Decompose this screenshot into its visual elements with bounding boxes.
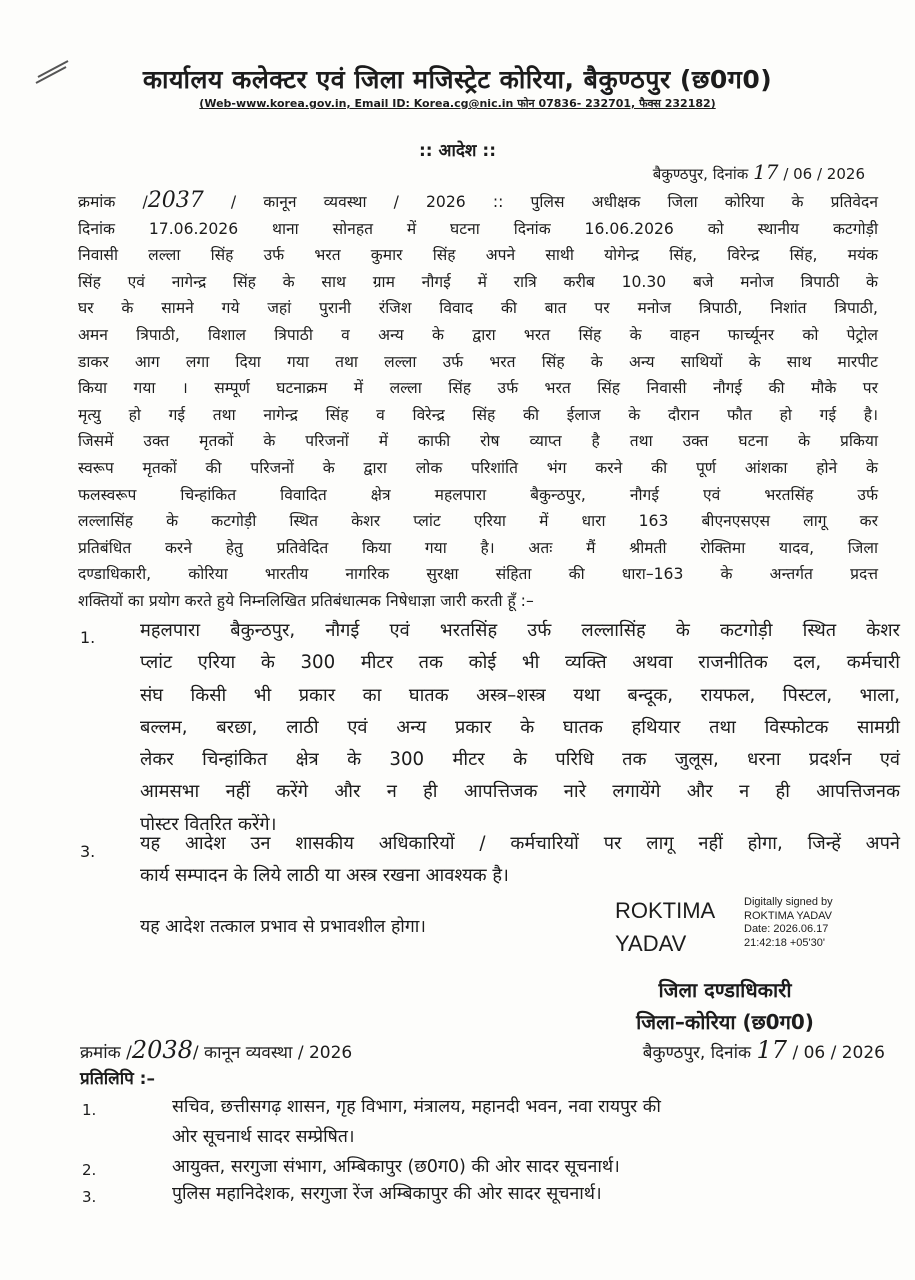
copy-date-day-handwritten: 17 xyxy=(756,1036,788,1064)
body-line: लल्लासिंह के कटगोड़ी स्थित केशर प्लांट एरिया में धारा 163 बीएनएसएस लागू कर xyxy=(78,512,878,531)
digital-signature-line: Digitally signed by xyxy=(744,896,833,908)
copy-item-line: सचिव, छत्तीसगढ़ शासन, गृह विभाग, मंत्रालय, महानदी भवन, नवा रायपुर की xyxy=(172,1097,661,1117)
digital-signature-line: Date: 2026.06.17 xyxy=(744,923,829,935)
designation-title: जिला दण्डाधिकारी xyxy=(658,978,792,1002)
copy-ref-prefix: क्रमांक / xyxy=(80,1043,132,1063)
digital-signature-line: ROKTIMA YADAV xyxy=(744,909,833,922)
item-number: 1. xyxy=(80,628,96,647)
copy-item-line: ओर सूचनार्थ सादर सम्प्रेषित। xyxy=(172,1127,355,1148)
item-line: कार्य सम्पादन के लिये लाठी या अस्त्र रखना आवश्यक है। xyxy=(140,865,509,887)
copy-item xyxy=(172,1092,661,1152)
body-line: सिंह एवं नागेन्द्र सिंह के साथ ग्राम नौगई में रात्रि करीब 10.30 बजे मनोज त्रिपाठी के xyxy=(78,272,878,291)
copy-ref-suffix: / कानून व्यवस्था / 2026 xyxy=(192,1043,353,1063)
copy-heading: प्रतिलिपि :– xyxy=(80,1069,155,1089)
order-ref-line xyxy=(78,188,878,216)
designation-block xyxy=(595,974,855,1038)
body-line: स्वरूप मृतकों की परिजनों के द्वारा लोक परिशांति भंग करने की पूर्ण आंशका होने के xyxy=(78,458,878,477)
body-line: घर के सामने गये जहां पुरानी रंजिश विवाद की बात पर मनोज त्रिपाठी, निशांत त्रिपाठी, xyxy=(78,299,878,318)
copy-item-number: 2. xyxy=(82,1161,97,1179)
copy-date-rest: / 06 / 2026 xyxy=(792,1043,885,1063)
ref-suffix: / कानून व्यवस्था / 2026 :: xyxy=(230,193,504,211)
body-line: किया गया । सम्पूर्ण घटनाक्रम में लल्ला सिंह उर्फ भरत सिंह निवासी नौगई की मौके पर xyxy=(78,379,878,398)
body-line: पुलिस अधीक्षक जिला कोरिया के प्रतिवेदन xyxy=(530,193,878,211)
order-body xyxy=(78,188,878,615)
copy-item: आयुक्त, सरगुजा संभाग, अम्बिकापुर (छ0ग0) की ओर सादर सूचनार्थ। xyxy=(172,1157,620,1177)
copy-item-number: 1. xyxy=(82,1101,97,1119)
copy-ref-number-handwritten: 2038 xyxy=(131,1036,193,1064)
body-line: दिनांक 17.06.2026 थाना सोनहत में घटना दिनांक 16.06.2026 को स्थानीय कटगोड़ी xyxy=(78,219,878,238)
office-contact: (Web-www.korea.gov.in, Email ID: Korea.cg@nic.in फोन 07836- 232701, फैक्स 232182) xyxy=(199,97,716,110)
date-day-handwritten: 17 xyxy=(753,160,779,184)
item-line: संघ किसी भी प्रकार का घातक अस्त्र–शस्त्र यथा बन्दूक, रायफल, पिस्टल, भाला, xyxy=(140,684,900,706)
signer-first-name: ROKTIMA xyxy=(615,898,716,923)
item-number: 3. xyxy=(80,842,96,861)
body-line: डाकर आग लगा दिया गया तथा लल्ला उर्फ भरत सिंह के अन्य साथियों के साथ मारपीट xyxy=(78,352,878,371)
ref-number-handwritten: 2037 xyxy=(147,188,204,213)
item-line: बल्लम, बरछा, लाठी एवं अन्य प्रकार के घातक हथियार तथा विस्फोटक सामग्री xyxy=(140,716,900,738)
item-line: आमसभा नहीं करेंगे और न ही आपत्तिजक नारे लगायेंगे और न ही आपत्तिजनक xyxy=(140,781,900,803)
office-title: कार्यालय कलेक्टर एवं जिला मजिस्ट्रेट कोरिया, बैकुण्ठपुर (छ0ग0) xyxy=(142,65,773,94)
copy-date xyxy=(643,1036,885,1064)
body-line: जिसमें उक्त मृतकों के परिजनों में काफी रोष व्याप्त है तथा उक्त घटना के प्रकिया xyxy=(78,432,878,451)
copy-item-number: 3. xyxy=(82,1188,97,1206)
signer-name xyxy=(615,894,715,960)
item-line: प्लांट एरिया के 300 मीटर तक कोई भी व्यक्ति अथवा राजनीतिक दल, कर्मचारी xyxy=(140,652,900,674)
digital-signature-line: 21:42:18 +05'30' xyxy=(744,936,825,949)
date-label: बैकुण्ठपुर, दिनांक xyxy=(652,165,749,183)
order-item xyxy=(140,615,900,841)
order-title: :: आदेश :: xyxy=(419,141,496,161)
body-line: निवासी लल्ला सिंह उर्फ भरत कुमार सिंह अपने साथी योगेन्द्र सिंह, विरेन्द्र सिंह, मयंक xyxy=(78,246,878,265)
order-date xyxy=(653,160,865,184)
copy-ref xyxy=(80,1036,352,1064)
body-line: प्रतिबंधित करने हेतु प्रतिवेदित किया गया है। अतः मैं श्रीमती रोक्तिमा यादव, जिला xyxy=(78,538,878,557)
item-line: लेकर चिन्हांकित क्षेत्र के 300 मीटर के परिधि तक जुलूस, धरना प्रदर्शन एवं xyxy=(140,749,900,771)
body-line: शक्तियों का प्रयोग करते हुये निम्नलिखित प्रतिबंधात्मक निषेधाज्ञा जारी करती हूँ :– xyxy=(78,591,534,610)
date-rest: / 06 / 2026 xyxy=(783,165,865,183)
digital-signature-block xyxy=(744,896,833,950)
item-line: पोस्टर वितरित करेंगे। xyxy=(140,813,277,835)
effective-text: यह आदेश तत्काल प्रभाव से प्रभावशील होगा। xyxy=(140,917,426,937)
body-line: अमन त्रिपाठी, विशाल त्रिपाठी व अन्य के द्वारा भरत सिंह के वाहन फार्च्यूनर को पेट्रोल xyxy=(78,325,878,344)
body-line: दण्डाधिकारी, कोरिया भारतीय नागरिक सुरक्षा संहिता की धारा–163 के अन्तर्गत प्रदत्त xyxy=(78,565,878,584)
signer-last-name: YADAV xyxy=(615,931,687,956)
designation-district: जिला–कोरिया (छ0ग0) xyxy=(636,1010,814,1034)
copy-item: पुलिस महानिदेशक, सरगुजा रेंज अम्बिकापुर की ओर सादर सूचनार्थ। xyxy=(172,1184,602,1204)
body-line: फलस्वरूप चिन्हांकित विवादित क्षेत्र महलपारा बैकुन्ठपुर, नौगई एवं भरतसिंह उर्फ xyxy=(78,485,878,504)
ref-prefix: क्रमांक / xyxy=(78,193,148,211)
body-line: मृत्यु हो गई तथा नागेन्द्र सिंह व विरेन्द्र सिंह की ईलाज के दौरान फौत हो गई है। xyxy=(78,405,878,424)
order-item xyxy=(140,828,900,893)
copy-date-label: बैकुण्ठपुर, दिनांक xyxy=(642,1043,752,1063)
item-line: यह आदेश उन शासकीय अधिकारियों / कर्मचारियों पर लागू नहीं होगा, जिन्हें अपने xyxy=(140,833,900,854)
item-line: महलपारा बैकुन्ठपुर, नौगई एवं भरतसिंह उर्फ लल्लासिंह के कटगोड़ी स्थित केशर xyxy=(140,620,900,641)
